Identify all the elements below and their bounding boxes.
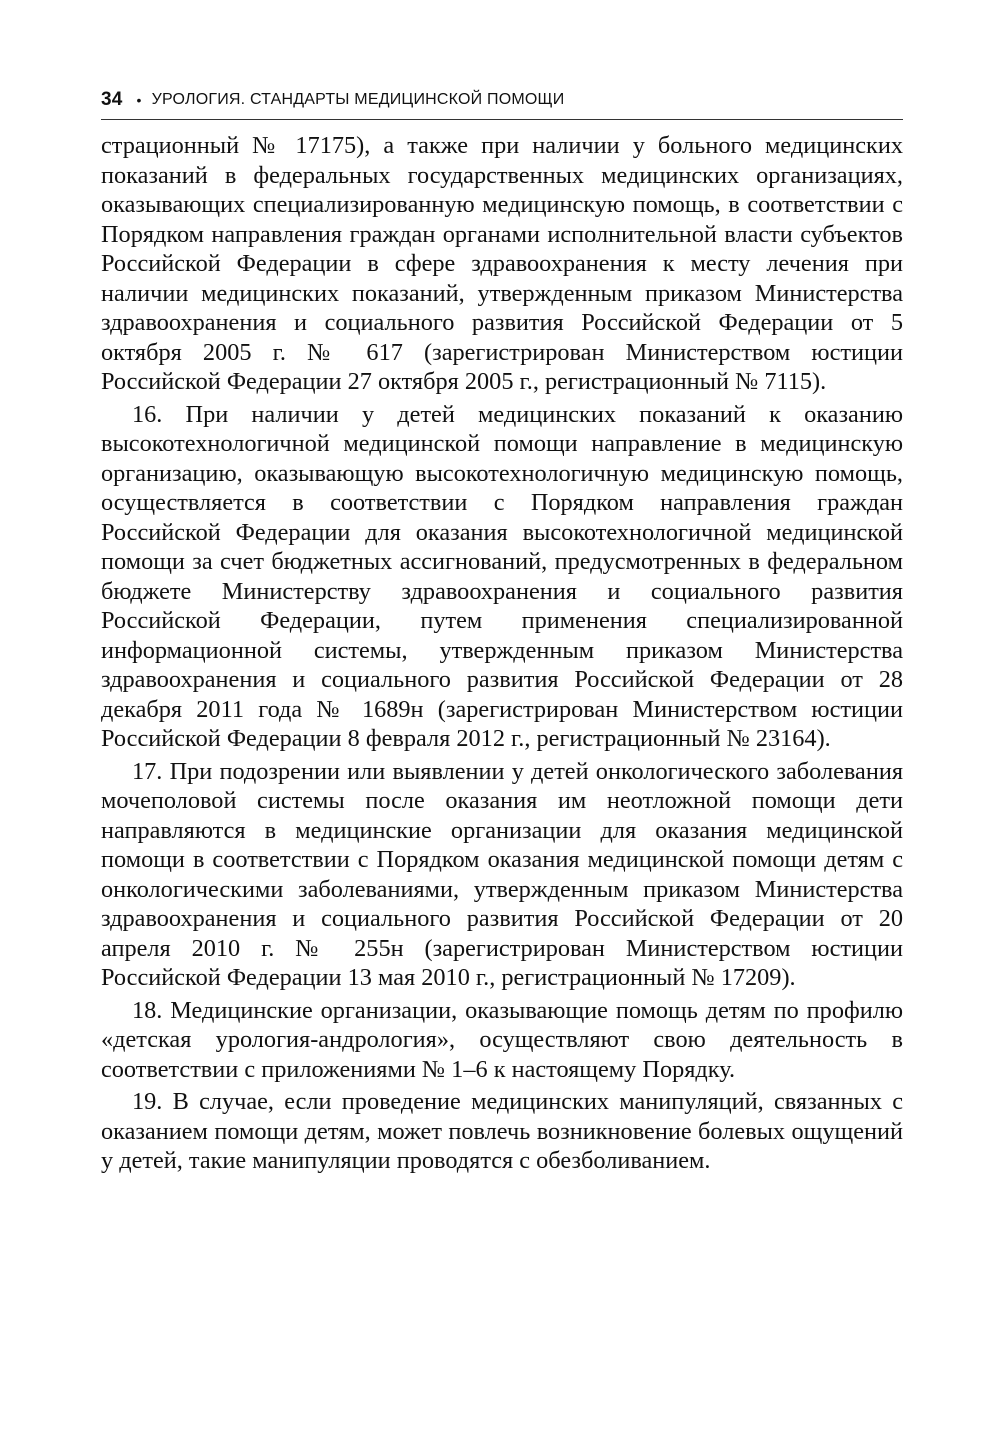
running-header — [101, 88, 903, 120]
header-bullet: • — [136, 92, 142, 108]
running-title: УРОЛОГИЯ. СТАНДАРТЫ МЕДИЦИНСКОЙ ПОМОЩИ — [151, 91, 565, 108]
paragraph-19: 19. В случае, если проведение медицинских манипуляций, связанных с оказанием помощи детям, может повлечь возникновение болевых ощущений у детей, такие манипуляции проводятся с обезболиванием. — [101, 1088, 903, 1174]
body-text — [101, 131, 903, 1176]
page-number: 34 — [101, 89, 123, 110]
paragraph-18: 18. Медицинские организации, оказывающие помощь детям по профилю «детская урология-андрология», осуществляют свою деятельность в соответствии с приложениями № 1–6 к настоящему Порядку. — [101, 996, 903, 1083]
document-page — [101, 88, 903, 1176]
paragraph-continued: страционный № 17175), а также при наличии у больного медицинских показаний в федеральных государственных медицинских организациях, оказывающих специализированную медицинскую помощь, в соответствии с Порядком направления граждан органами исполнительной власти субъектов Российской Федерации в сфере здравоохранения к месту лечения при наличии медицинских показаний, утвержденным приказом Министерства здравоохранения и социального развития Российской Федерации от 5 октября 2005 г. № 617 (зарегистрирован Министерством юстиции Российской Федерации 27 октября 2005 г., регистрационный № 7115). — [101, 132, 903, 395]
paragraph-17: 17. При подозрении или выявлении у детей онкологического заболевания мочеполовой системы после оказания им неотложной помощи дети направляются в медицинские организации для оказания медицинской помощи в соответствии с Порядком оказания медицинской помощи детям с онкологическими заболеваниями, утвержденным приказом Министерства здравоохранения и социального развития Российской Федерации от 20 апреля 2010 г. № 255н (зарегистрирован Министерством юстиции Российской Федерации 13 мая 2010 г., регистрационный № 17209). — [101, 757, 903, 991]
paragraph-16: 16. При наличии у детей медицинских показаний к оказанию высокотехнологичной медицинской помощи направление в медицинскую организацию, оказывающую высокотехнологичную медицинскую помощь, осуществляется в соответствии с Порядком направления граждан Российской Федерации для оказания высокотехнологичной медицинской помощи за счет бюджетных ассигнований, предусмотренных в федеральном бюджете Министерству здравоохранения и социального развития Российской Федерации, путем применения специализированной информационной системы, утвержденным приказом Министерства здравоохранения и социального развития Российской Федерации от 28 декабря 2011 года № 1689н (зарегистрирован Министерством юстиции Российской Федерации 8 февраля 2012 г., регистрационный № 23164). — [101, 400, 903, 752]
